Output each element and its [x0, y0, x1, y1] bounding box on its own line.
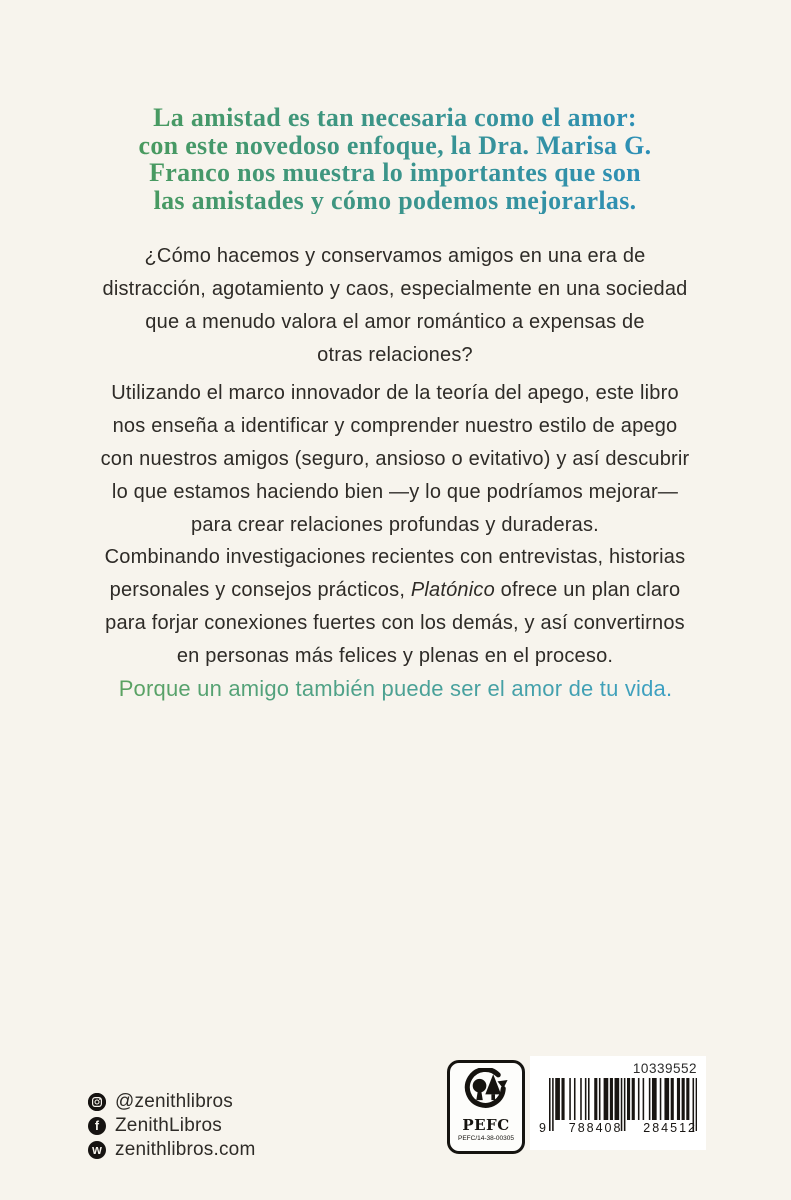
- barcode-digit-group: 284512: [643, 1121, 697, 1135]
- pefc-trees-icon: [463, 1068, 509, 1117]
- pefc-wordmark: PEFC: [462, 1116, 510, 1134]
- text-line: La amistad es tan necesaria como el amor:: [153, 103, 637, 132]
- text-line: en personas más felices y plenas en el proceso.: [176, 645, 614, 667]
- paragraph-book-offer: [75, 541, 715, 673]
- pefc-label: [447, 1060, 525, 1154]
- facebook-handle: ZenithLibros: [115, 1115, 222, 1136]
- text-line: otras relaciones?: [317, 344, 473, 366]
- text-line: lo que estamos haciendo bien —y lo que podríamos mejorar—: [111, 481, 679, 503]
- text-line: con nuestros amigos (seguro, ansioso o evitativo) y así descubrir: [100, 448, 690, 470]
- text-line: distracción, agotamiento y caos, especialmente en una sociedad: [102, 278, 688, 300]
- facebook-icon: f: [88, 1117, 106, 1135]
- book-title-italic: Platónico: [410, 579, 495, 601]
- text-line: ¿Cómo hacemos y conservamos amigos en una era de: [144, 245, 646, 267]
- paragraph-attachment-theory: [75, 377, 715, 542]
- website-icon: w: [88, 1141, 106, 1159]
- barcode-top-number: 10339552: [632, 1061, 697, 1076]
- social-row-facebook[interactable]: [88, 1114, 255, 1138]
- social-links: [88, 1090, 255, 1162]
- barcode: [530, 1056, 706, 1150]
- social-row-instagram[interactable]: [88, 1090, 255, 1114]
- text-line: las amistades y cómo podemos mejorarlas.: [153, 185, 637, 215]
- social-row-website[interactable]: [88, 1138, 255, 1162]
- text-line: personales y consejos prácticos, Platónico ofrece un plan claro: [109, 579, 681, 601]
- text-line: Utilizando el marco innovador de la teoría del apego, este libro: [111, 382, 679, 404]
- text-line: con este novedoso enfoque, la Dra. Marisa G.: [138, 130, 652, 160]
- pefc-certification-code: PEFC/14-38-00305: [457, 1135, 514, 1142]
- text-line: Combinando investigaciones recientes con entrevistas, historias: [104, 546, 686, 568]
- tagline: Porque un amigo también puede ser el amor de tu vida.: [0, 674, 791, 704]
- barcode-digit-group: 788408: [568, 1121, 623, 1135]
- text-line: para crear relaciones profundas y duraderas.: [191, 514, 599, 536]
- instagram-icon: [88, 1093, 106, 1111]
- barcode-digits: [539, 1121, 697, 1135]
- text-line: para forjar conexiones fuertes con los demás, y así convertirnos: [105, 612, 685, 634]
- text-line: Franco nos muestra lo importantes que son: [149, 158, 641, 187]
- headline: [85, 104, 705, 214]
- barcode-digit-group: 9: [539, 1121, 548, 1135]
- instagram-handle: @zenithlibros: [115, 1091, 233, 1112]
- text-line: nos enseña a identificar y comprender nuestro estilo de apego: [112, 415, 678, 437]
- paragraph-hook: [75, 240, 715, 372]
- website-url: zenithlibros.com: [115, 1139, 256, 1160]
- text-line: que a menudo valora el amor romántico a expensas de: [145, 311, 645, 333]
